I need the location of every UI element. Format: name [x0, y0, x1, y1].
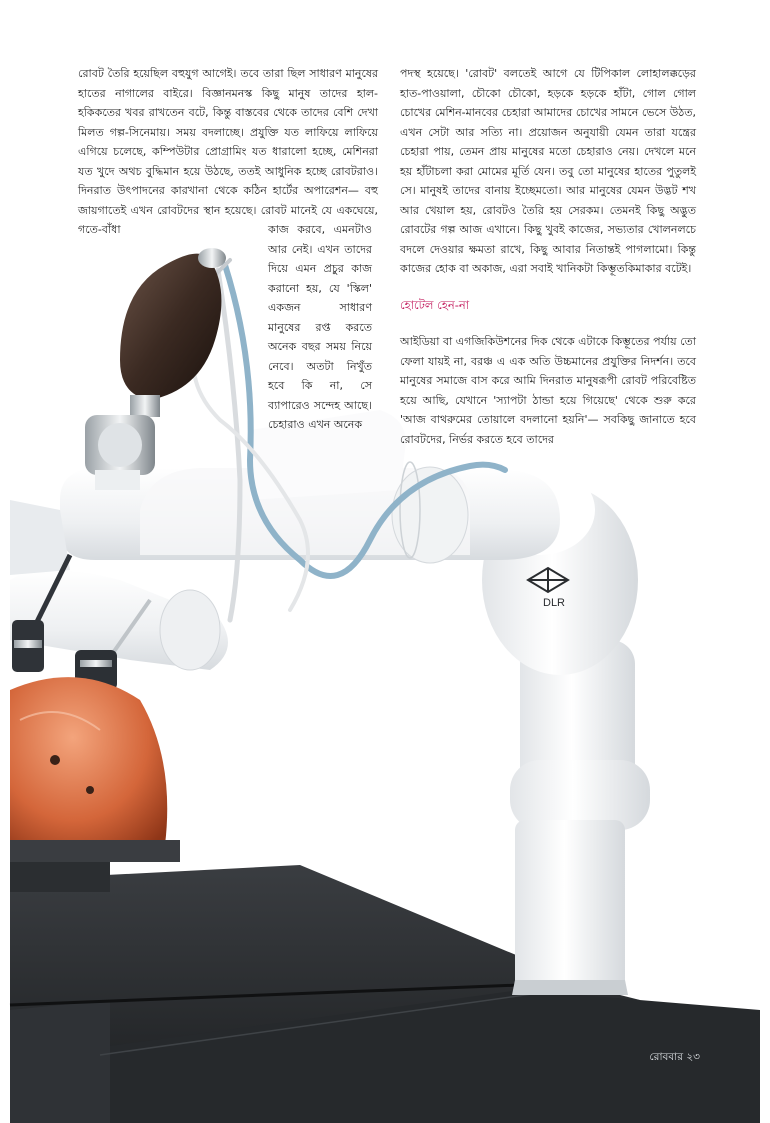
article-paragraph-continued: কাজ করবে, এমনটাও আর নেই। এখন তাদের দিয়ে এমন প্রচুর কাজ করানো হয়, যে 'স্কিল' একজন সাধারণ মানুষের রপ্ত করতে অনেক বছর সময় নিয়ে নেবে। অতটা নিখুঁত হবে কি না, সে ব্যাপারেও সন্দেহ আছে। চেহারাও এখন অনেক [268, 223, 372, 431]
article-column-right [400, 64, 696, 449]
page-footer: রোববার ২৩ [649, 1051, 700, 1063]
article-column-left [78, 64, 378, 240]
article-paragraph-intro: রোবট তৈরি হয়েছিল বহুযুগ আগেই। তবে তারা ছিল সাধারণ মানুষের হাতের নাগালের বাইরে। বিজ্ঞানমনস্ক কিছু মানুষ তাদের হাল-হকিকতের খবর রাখতেন বটে, কিন্তু বাস্তবের থেকে তাদের বেশি দেখা মিলত গল্প-সিনেমায়। সময় বদলাচ্ছে। প্রযুক্তি যত লাফিয়ে লাফিয়ে এগিয়ে চলেছে, কম্পিউটার প্রোগ্রামিং যত ধারালো হচ্ছে, মেশিনরা যত খুদে অথচ বুদ্ধিমান হয়ে উঠছে, ততই আধুনিক হচ্ছে রোবটরাও। দিনরাত উৎপাদনের কারখানা থেকে কঠিন হার্টের অপারেশন— বহু জায়গাতেই এখন রোবটদের স্থান হয়েছে। রোবট মানেই যে একঘেয়ে, গতে-বাঁধা [78, 67, 378, 236]
section-subheading: হোটেল হেন-না [400, 297, 470, 312]
article-paragraph-robot-looks: পদস্থ হয়েছে। 'রোবট' বলতেই আগে যে টিপিকাল লোহালক্কড়ের হাত-পাওয়ালা, চৌকো চৌকো, হড়কে হড়কে হাঁটা, গোল গোল চোখের মেশিন-মানবের চেহারা আমাদের চোখের সামনে ভেসে উঠত, এখন সেটা আর সত্যি না। প্রয়োজন অনুযায়ী যেমন তারা যন্ত্রের চেহারা পায়, তেমন প্রায় মানুষের মতো চেহারাও নেয়। দেখলে মনে হয় হাঁটাচলা করা মোমের মূর্তি যেন। তবু তো মানুষের হাতের পুতুলই সে। মানুষই তাদের বানায় ইচ্ছেমতো। আর মানুষের যেমন উদ্ভট শখ আর খেয়াল হয়, রোবটও তৈরি হয় সেরকম। তেমনই কিছু অদ্ভুত রোবটের গল্প আজ এখানে। কিছু খুবই কাজের, সভ্যতার খোলনলচে বদলে দেওয়ার ক্ষমতা রাখে, কিছু আবার নিতান্তই পাগলামো। কিন্তু কাজের হোক বা অকাজ, এরা সবাই খানিকটা কিম্ভূতকিমাকার বটেই। [400, 67, 696, 275]
robot-base [510, 640, 650, 995]
operating-table [10, 865, 760, 1123]
article-paragraph-hotel: আইডিয়া বা এগজিকিউশনের দিক থেকে এটাকে কিম্ভূতের পর্যায় তো ফেলা যায়ই না, বরঞ্চ এ এক অতি উচ্চমানের প্রযুক্তির নিদর্শন। তবে মানুষের সমাজে বাস করে আমি দিনরাত মানুষরূপী রোবট পরিবেষ্টিত হয়ে আছি, যেখানে 'স্যাপটা ঠান্ডা হয়ে গিয়েছে' থেকে শুরু করে 'আজ বাথরুমের তোয়ালে বদলানো হয়নি'— সবকিছু জানাতে হবে রোবটদের, নির্ভর করতে হবে তাদের [400, 335, 696, 446]
patient-phantom [10, 677, 180, 892]
article-column-left-narrow [268, 220, 372, 435]
robot-gripper [85, 248, 226, 490]
robot-logo-text: DLR [543, 597, 566, 609]
